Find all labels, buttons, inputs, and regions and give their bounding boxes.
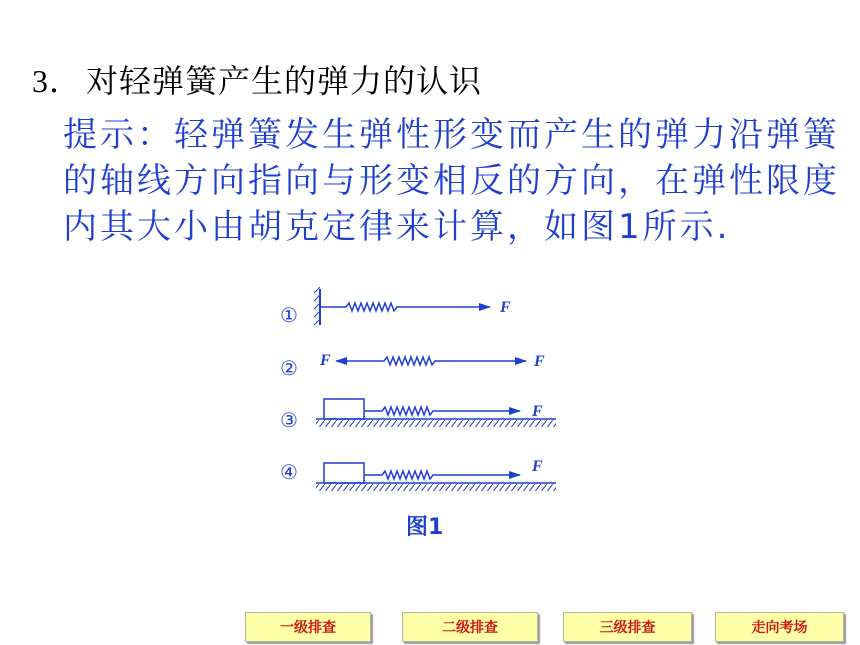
force-label: F [532, 458, 543, 475]
force-label: F [320, 352, 331, 369]
hint-paragraph [63, 112, 843, 250]
row-4-number: ④ [280, 460, 298, 484]
section-heading [32, 56, 482, 102]
row-1-number: ① [280, 303, 298, 327]
nav-button-level-2[interactable]: 二级排查 [402, 612, 538, 642]
spring-1 [320, 303, 448, 311]
spring-diagram [270, 285, 570, 500]
section-title: 对轻弹簧产生的弹力的认识 [86, 62, 483, 100]
ground-hatch [316, 420, 556, 427]
row-2 [280, 352, 545, 380]
nav-button-exam[interactable]: 走向考场 [715, 612, 844, 642]
nav-button-level-1[interactable]: 一级排查 [245, 612, 371, 642]
force-label: F [500, 299, 511, 316]
force-label: F [532, 403, 543, 420]
hint-text: 轻弹簧发生弹性形变而产生的弹力沿弹簧的轴线方向指向与形变相反的方向，在弹性限度内其大小由胡克定律来计算，如图1所示. [63, 115, 840, 247]
hint-label: 提示： [63, 115, 174, 155]
row-1 [280, 287, 511, 327]
spring-3 [364, 407, 476, 415]
block [324, 463, 364, 483]
spring-2 [380, 357, 482, 365]
spring-4 [364, 471, 476, 479]
force-label: F [534, 353, 545, 370]
row-3 [280, 399, 556, 432]
row-2-number: ② [280, 356, 298, 380]
ground-hatch [316, 484, 556, 491]
row-4 [280, 458, 556, 491]
block [324, 399, 364, 419]
nav-button-level-3[interactable]: 三级排查 [563, 612, 692, 642]
figure-caption: 图1 [406, 515, 444, 540]
section-number: 3． [32, 63, 83, 99]
row-3-number: ③ [280, 408, 298, 432]
spring-figure [270, 285, 570, 500]
